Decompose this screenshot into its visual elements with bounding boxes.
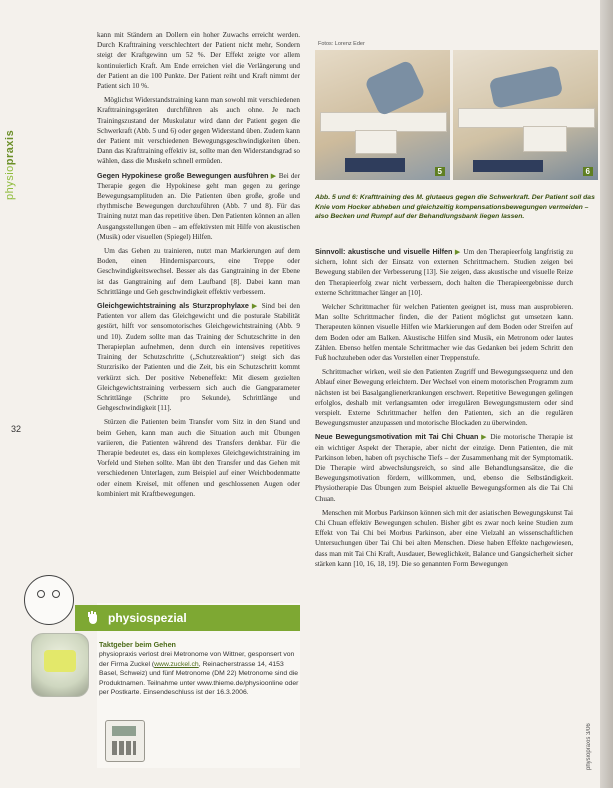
stool-shape [355, 130, 397, 154]
stool-shape [523, 126, 567, 152]
sticker-illustration [24, 575, 74, 625]
photo-number: 6 [583, 167, 593, 176]
paragraph: Menschen mit Morbus Parkinson können sich mit der asiatischen Bewegungskunst Tai Chi Chuan effektiv Bewegungen schulen. Bisher gibt es zwar noch keine Studien zum Effekt von Tai Chi bei Morbus Parkinson, aber eine Vielzahl an wissenschaftlichen Untersuchungen über Tai Chi bei alten Menschen. Diese haben Effekte nachgewiesen, dass man mit Tai Chi Kraft, Ausdauer, Beweglichkeit, Balance und Gangsicherheit sicher stärken kann [10, 16, 18, 19]. Die so genannten Form Bewegungen [315, 508, 573, 568]
device-screen [44, 650, 76, 672]
mat-shape [345, 158, 405, 172]
photo-credit: Fotos: Lorenz Eder [318, 41, 365, 47]
digital-metronome-device [105, 720, 145, 762]
device-keys [112, 741, 136, 755]
arrow-icon: ▶ [251, 302, 259, 311]
side-brand: physiopraxis [4, 129, 16, 200]
paragraph: Schrittmacher wirken, weil sie den Patienten Zugriff und Bewegungssequenz und den Ablauf einer Bewegung erleichtern. Der Wechsel von einem motorischen Programm zum nächsten ist bei Basalganglienerkrankungen erschwert. Repetitive Bewegungen gelingen erfolglos, deshalb mit verlangsamten oder irregulären Bewegungsmustern oder sind verspielt. Externe Schrittmacher helfen den Patienten, sich an die regulären Bewegungsmuster anzupassen und motorische Blockaden zu überwinden. [315, 368, 573, 428]
eye-shape [52, 590, 60, 598]
corner-tag: physiopraxis 3/06 [586, 723, 592, 770]
metronome-device [31, 633, 89, 697]
hand-icon [86, 611, 100, 625]
bench-shape [458, 108, 595, 128]
device-screen [112, 726, 136, 736]
section-taichi [315, 432, 573, 503]
paragraph: Stürzen die Patienten beim Transfer vom Sitz in den Stand und beim Gehen, kann man auch die Situation auch mit Übungen variieren, die Patienten während des Transfers denkbar. Für die Therapie bedeutet es, dass ein komplexes Gleichgewichtstraining im Vorfeld und Stehen sollte. Man übt den Transfer und das Gehen mit verschiedenen Unterlagen, zum Beispiel auf einer Weichbodenmatte oder einem Kreisel, mit offenen und geschlossenen Augen oder kombiniert mit Kraftbewegungen. [97, 418, 300, 498]
left-column [97, 30, 300, 503]
eye-shape [37, 590, 45, 598]
section-text: Die motorische Therapie ist ein wichtiger Aspekt der Therapie, aber nicht der einzige. Denn Patienten, die mit Parkinson leben, haben oft psychische Tiefs – der Zusammenhang mit der Symptomatik. Die Therapie wird abwechslungsreich, so sind alle Behandlungsansätze, die die Bewegungsmotivation fördern, willkommen, und, ebenso die Selbständigkeit. Physiotherapie Das Übungen zum Beispiel aktuelle Bewegungsformen als die Tai Chi Chuan. [315, 433, 574, 503]
photo-number: 5 [435, 167, 445, 176]
section-text: Bei der Therapie gegen die Hypokinese geht man gegen zu geringe Bewegungsamplituden an. Die Patienten üben große, große und rhythmische Bewegungen durchzuführen (Abb. 7 und 8). Für das Training nutzt man das repetitive üben. Den Patienten können an allen Ausgangsstellungen üben – am effektivsten mit Hilfe von akustischen (Musik) oder visuellen (Spiegel) Hilfen. [97, 171, 301, 241]
physiospezial-heading: Taktgeber beim Gehen [99, 640, 176, 649]
physiospezial-title: physiospezial [108, 611, 187, 625]
paragraph: kann mit Ständern an Dollern ein hoher Zuwachs erreicht werden. Durch Krafttraining verschlechtert der Patient nicht mehr, Sondern steigt der Kraftgewinn um 52 %. Der Effekt zeigte vor allem kontinuierlich Kraft. Am Ende erreichen viel die Verlängerung und der Patient an die 100 Punkte. Der Patient reiht und Kraft nimmt der Patient sich 10 %. [97, 31, 300, 91]
arrow-icon: ▶ [454, 248, 461, 256]
section-hilfen [315, 247, 573, 298]
page-edge [600, 0, 613, 788]
mat-shape [473, 160, 543, 172]
section-heading: Sinnvoll: akustische und visuelle Hilfen [315, 247, 453, 256]
paragraph: Möglichst Widerstandstraining kann man sowohl mit verschiedenen Krafttrainingsgeräten durchführen als auch ohne. Je nach Trainingszustand der Muskulatur wird dann der Patient gegen die Schwerkraft (Abb. 5 und 6) oder gegen Widerstand üben. Zudem kann der Patient mit verschiedenen Bewegungsgeschwindigkeiten üben. Dann das Krafttraining effektiv ist, sollte man den Widerstandsgrad so wählen, dass die Muskeln schnell ermüden. [97, 96, 300, 166]
section-gleichgewicht [97, 301, 300, 413]
physiospezial-bar [75, 605, 300, 631]
physiospezial-text: physiopraxis verlost drei Metronome von Wittner, gesponsert von der Firma Zuckel (www.zuckel.ch, Reinacherstrasse 14, 4153 Basel, Schweiz) und fünf Metronome (DM 22) Metronome sind die Produktnamen. Teilnahme unter www.thieme.de/physioonline oder per Postkarte. Einsendeschluss ist der 16.3.2006. [99, 651, 299, 697]
right-column [315, 247, 573, 573]
figure-caption: Abb. 5 und 6: Krafttraining des M. glutaeus gegen die Schwerkraft. Der Patient soll das Knie vom Hocker abheben und gleichzeitig kompensationsbewegungen vermeiden – also Becken und Rumpf auf der Behandlungsbank liegen lassen. [315, 194, 595, 220]
section-heading: Gleichgewichtstraining als Sturzprophylaxe [97, 301, 249, 311]
arrow-icon: ▶ [481, 433, 488, 442]
zuckel-link[interactable]: www.zuckel.ch [154, 660, 199, 668]
paragraph: Welcher Schrittmacher für welchen Patienten geeignet ist, muss man ausprobieren. Man sollte Schrittmacher finden, die der Patient möglichst gut umsetzen kann. Therapeuten können visuelle Hilfen wie Markierungen auf dem Boden oder Streifen auf dem Boden oder am Balken. Akustische Hilfen sind Musik, ein Metronom oder lautes Zählen. Ebenso helfen mentale Schrittmacher wie das Gedanken bei jedem Schritt den Fuß hochzuheben oder das Vorstellen einer Treppenstufe. [315, 303, 573, 363]
leg-shape [489, 65, 564, 109]
paragraph: Um das Gehen zu trainieren, nutzt man Markierungen auf dem Boden, einen Hindernisparcours, eine Treppe oder Geschwindigkeitswechsel. Besser als das Gangtraining in der Ebene ist das Gangtraining auf dem Laufband [8]. Dabei kann man Schrittlänge und Geh geschwindigkeit effektiv verbessern. [97, 247, 300, 296]
photo-6 [453, 50, 598, 180]
section-heading: Neue Bewegungsmotivation mit Tai Chi Chuan [315, 432, 479, 442]
bench-shape [320, 112, 447, 132]
arrow-icon: ▶ [270, 171, 277, 180]
section-text: Um den Therapieerfolg langfristig zu sichern, lohnt sich der Einsatz von externen Schrittmachern. Studien zeigen bei Bewegung stabilen der Verbesserung [13]. Sie zeigen, dass akustische und visuelle Reize den Therapieerfolg zwar nicht verbessern, doch halten die Therapieergebnisse durch externe Schrittmacher länger an [10]. [315, 248, 574, 297]
section-hypokinese [97, 171, 300, 242]
section-heading: Gegen Hypokinese große Bewegungen ausführen [97, 170, 269, 180]
page-number: 32 [11, 424, 22, 434]
photo-5 [315, 50, 450, 180]
leg-shape [364, 59, 426, 116]
section-text: Sind bei den Patienten vor allem das Gleichgewicht und die posturale Stabilität gestört, hilft vor sensomotorisches Gleichgewichtstraining (Abb. 9 und 10). Zudem sollte man das Training der Schutzschritte in den Therapieplan aufnehmen, denn durch ein intensives repetitives Training der Schutzschritte („Schutzreaktion“) steigt sich das Sturzrisiko der Patienten und die Zeit, bis ein Schutzschritt kommt verkürzt sich. Der positive Nebeneffekt: Mit diesem gezielten Gleichgewichtstraining verbessern sich auch die Gangparameter Schrittlänge (Schritte pro Sekunde), Schrittlänge und Gehgeschwindigkeit [11]. [97, 302, 301, 413]
